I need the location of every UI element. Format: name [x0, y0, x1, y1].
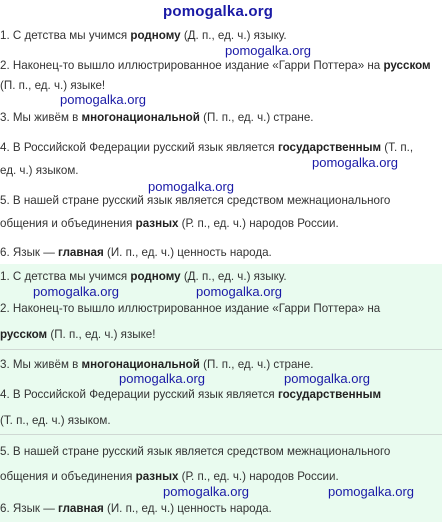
sentence-line: (Т. п., ед. ч.) языком. [0, 414, 111, 427]
watermark-label: pomogalka.org [148, 179, 234, 194]
sentence-line: 6. Язык — главная (И. п., ед. ч.) ценность народа. [0, 502, 272, 515]
sentence-line: общения и объединения разных (Р. п., ед. ч.) народов России. [0, 470, 339, 483]
sentence-line: 4. В Российской Федерации русский язык является государственным (Т. п., [0, 141, 414, 154]
sentence-line: 1. С детства мы учимся родному (Д. п., ед. ч.) языку. [0, 270, 287, 283]
watermark-label: pomogalka.org [196, 284, 282, 299]
sentence-line: 1. С детства мы учимся родному (Д. п., ед. ч.) языку. [0, 29, 287, 42]
watermark-label: pomogalka.org [119, 371, 205, 386]
sentence-line: русском (П. п., ед. ч.) языке! [0, 328, 156, 341]
divider [0, 434, 442, 435]
sentence-line: 5. В нашей стране русский язык является средством межнационального [0, 194, 391, 207]
watermark-label: pomogalka.org [225, 43, 311, 58]
sentence-line: 4. В Российской Федерации русский язык является государственным [0, 388, 382, 401]
watermark-label: pomogalka.org [163, 484, 249, 499]
watermark-label: pomogalka.org [328, 484, 414, 499]
sentence-line: 3. Мы живём в многонациональной (П. п., ед. ч.) стране. [0, 111, 314, 124]
sentence-line: 5. В нашей стране русский язык является средством межнационального [0, 445, 391, 458]
sentence-line: 6. Язык — главная (И. п., ед. ч.) ценность народа. [0, 246, 272, 259]
sentence-line: общения и объединения разных (Р. п., ед. ч.) народов России. [0, 217, 339, 230]
sentence-line: 2. Наконец-то вышло иллюстрированное издание «Гарри Поттера» на русском [0, 59, 431, 72]
sentence-line: 3. Мы живём в многонациональной (П. п., ед. ч.) стране. [0, 358, 314, 371]
header-watermark: pomogalka.org [163, 3, 274, 20]
divider [0, 349, 442, 350]
sentence-line: 2. Наконец-то вышло иллюстрированное издание «Гарри Поттера» на [0, 302, 381, 315]
watermark-label: pomogalka.org [312, 155, 398, 170]
sentence-line: ед. ч.) языком. [0, 164, 79, 177]
watermark-label: pomogalka.org [33, 284, 119, 299]
sentence-line: (П. п., ед. ч.) языке! [0, 79, 106, 92]
watermark-label: pomogalka.org [284, 371, 370, 386]
watermark-label: pomogalka.org [60, 92, 146, 107]
